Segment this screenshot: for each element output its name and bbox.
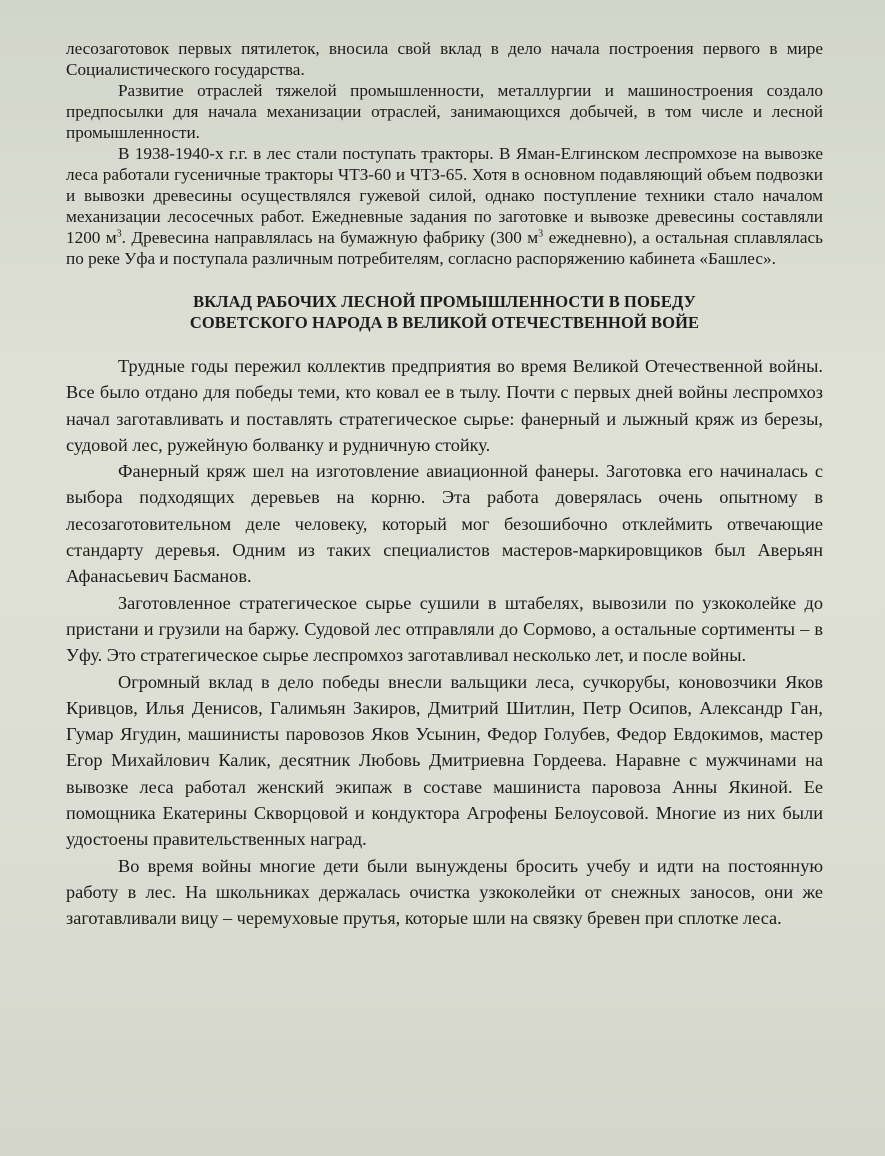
war-section <box>66 353 823 932</box>
heading-line-2: СОВЕТСКОГО НАРОДА В ВЕЛИКОЙ ОТЕЧЕСТВЕННОЙ ВОЙЕ <box>189 313 700 332</box>
tractor-text-part3: ежедневно), а остальная сплавлялась по реке Уфа и поступала различным потребителям, согласно распоряжению кабинета «Башлес». <box>66 228 823 268</box>
paragraph-workers-contribution: Огромный вклад в дело победы внесли вальщики леса, сучкорубы, коновозчики Яков Кривцов, Илья Денисов, Галимьян Закиров, Дмитрий Шитлин, Петр Осипов, Александр Ган, Гумар Ягудин, машинисты паровозов Яков Усынин, Федор Голубев, Федор Евдокимов, мастер Егор Михайлович Калик, десятник Любовь Дмитриевна Гордеева. Наравне с мужчинами на вывозке леса работал женский экипаж в составе машиниста паровоза Анны Якиной. Ее помощника Екатерины Скворцовой и кондуктора Агрофены Белоусовой. Многие из них были удостоены правительственных наград. <box>66 671 823 850</box>
paragraph-tractors <box>66 143 823 269</box>
paragraph-hard-years: Трудные годы пережил коллектив предприятия во время Великой Отечественной войны. Все было отдано для победы теми, кто ковал ее в тылу. Почти с первых дней войны леспромхоз начал заготавливать и поставлять стратегическое сырье: фанерный и лыжный кряж из березы, судовой лес, ружейную болванку и рудничную стойку. <box>66 356 823 455</box>
paragraph-industry-development: Развитие отраслей тяжелой промышленности, металлургии и машиностроения создало предпосылки для начала механизации отраслей, занимающихся добычей, в том числе и лесной промышленности. <box>66 81 823 142</box>
heading-line-1: ВКЛАД РАБОЧИХ ЛЕСНОЙ ПРОМЫШЛЕННОСТИ В ПОБЕДУ <box>193 292 696 311</box>
paragraph-children-work: Во время войны многие дети были вынуждены бросить учебу и идти на постоянную работу в лес. На школьниках держалась очистка узкоколейки от снежных заносов, они же заготавливали вицу – черемуховые прутья, которые шли на связку бревен при сплотке леса. <box>66 855 823 929</box>
superscript-cubic-1: 3 <box>116 228 122 240</box>
tractor-text-part1: В 1938-1940-х г.г. в лес стали поступать тракторы. В Яман-Елгинском леспромхозе на вывозке леса работали гусеничные тракторы ЧТЗ-60 и ЧТЗ-65. Хотя в основном подавляющий объем подвозки и вывозки древесины осуществлялся гужевой силой, однако поступление техники стало началом механизации лесосечных работ. Ежедневные задания по заготовке и вывозке древесины составляли 1200 м <box>66 144 823 247</box>
intro-section <box>66 38 823 269</box>
paragraph-strategic-raw: Заготовленное стратегическое сырье сушили в штабелях, вывозили по узкоколейке до пристани и грузили на баржу. Судовой лес отправляли до Сормово, а остальные сортименты – в Уфу. Это стратегическое сырье леспромхоз заготавливал несколько лет, и после войны. <box>66 592 823 666</box>
section-heading <box>66 291 823 333</box>
tractor-text-part2: . Древесина направлялась на бумажную фабрику (300 м <box>121 228 539 247</box>
paragraph-continuation: лесозаготовок первых пятилеток, вносила свой вклад в дело начала построения первого в мире Социалистического государства. <box>66 39 823 79</box>
superscript-cubic-2: 3 <box>538 228 544 240</box>
paragraph-veneer-logs: Фанерный кряж шел на изготовление авиационной фанеры. Заготовка его начиналась с выбора подходящих деревьев на корню. Эта работа доверялась очень опытному в лесозаготовительном деле человеку, который мог безошибочно отклеймить отвечающие стандарту деревья. Одним из таких специалистов мастеров-маркировщиков был Аверьян Афанасьевич Басманов. <box>66 461 823 587</box>
